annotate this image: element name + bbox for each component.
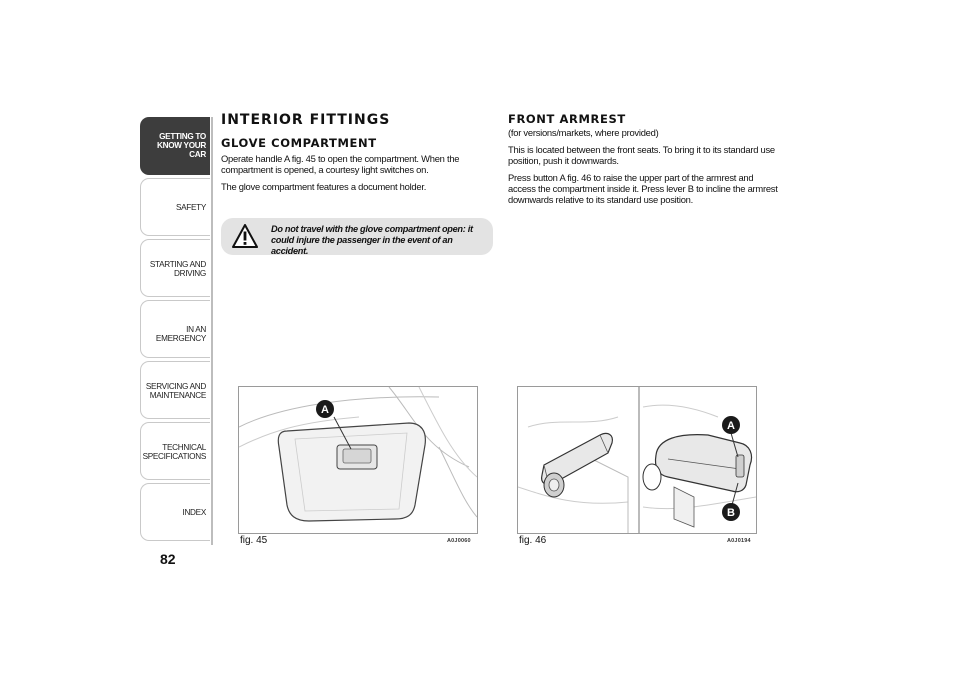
availability-note: (for versions/markets, where provided) [508, 127, 659, 138]
interior-fittings-section [221, 112, 493, 198]
glove-compartment-paragraph-1: Operate handle A fig. 45 to open the compartment. When the compartment is opened, a courtesy light switches on. [221, 153, 460, 175]
tab-in-an-emergency[interactable]: IN AN EMERGENCY [140, 300, 210, 358]
fig-46-code: A0J0194 [727, 538, 751, 544]
tab-divider [211, 117, 213, 545]
front-armrest-section [508, 112, 780, 211]
warning-box [221, 218, 493, 255]
fig-46-caption: fig. 46 [519, 535, 547, 546]
tab-getting-to-know-your-car[interactable]: GETTING TO KNOW YOUR CAR [140, 117, 210, 175]
section-title: INTERIOR FITTINGS [221, 112, 391, 128]
warning-text: Do not travel with the glove compartment open: it could injure the passenger in the event of an accident. [271, 224, 473, 256]
fig-45-caption: fig. 45 [240, 535, 268, 546]
front-armrest-heading: FRONT ARMREST [508, 112, 626, 126]
glove-compartment-illustration [238, 386, 478, 534]
page-number: 82 [160, 551, 176, 567]
tab-technical-specifications[interactable]: TECHNICAL SPECIFICATIONS [140, 422, 210, 480]
fig-45-code: A0J0060 [447, 538, 471, 544]
tab-servicing-and-maintenance[interactable]: SERVICING AND MAINTENANCE [140, 361, 210, 419]
glove-compartment-heading: GLOVE COMPARTMENT [221, 136, 377, 150]
glove-compartment-paragraph-2: The glove compartment features a document holder. [221, 181, 427, 192]
front-armrest-paragraph-2: Press button A fig. 46 to raise the upper part of the armrest and access the compartment inside it. Press lever B to incline the armrest downwards relative to its standard use position. [508, 172, 778, 205]
chapter-tabs [140, 117, 210, 544]
tab-safety[interactable]: SAFETY [140, 178, 210, 236]
marker-a-label: A [727, 420, 735, 432]
front-armrest-paragraph-1: This is located between the front seats. To bring it to its standard use position, push it downwards. [508, 144, 775, 166]
marker-a-label: A [321, 404, 329, 416]
front-armrest-illustration [517, 386, 757, 534]
tab-starting-and-driving[interactable]: STARTING AND DRIVING [140, 239, 210, 297]
tab-index[interactable]: INDEX [140, 483, 210, 541]
warning-triangle-icon [232, 224, 258, 248]
marker-b-label: B [727, 507, 735, 519]
